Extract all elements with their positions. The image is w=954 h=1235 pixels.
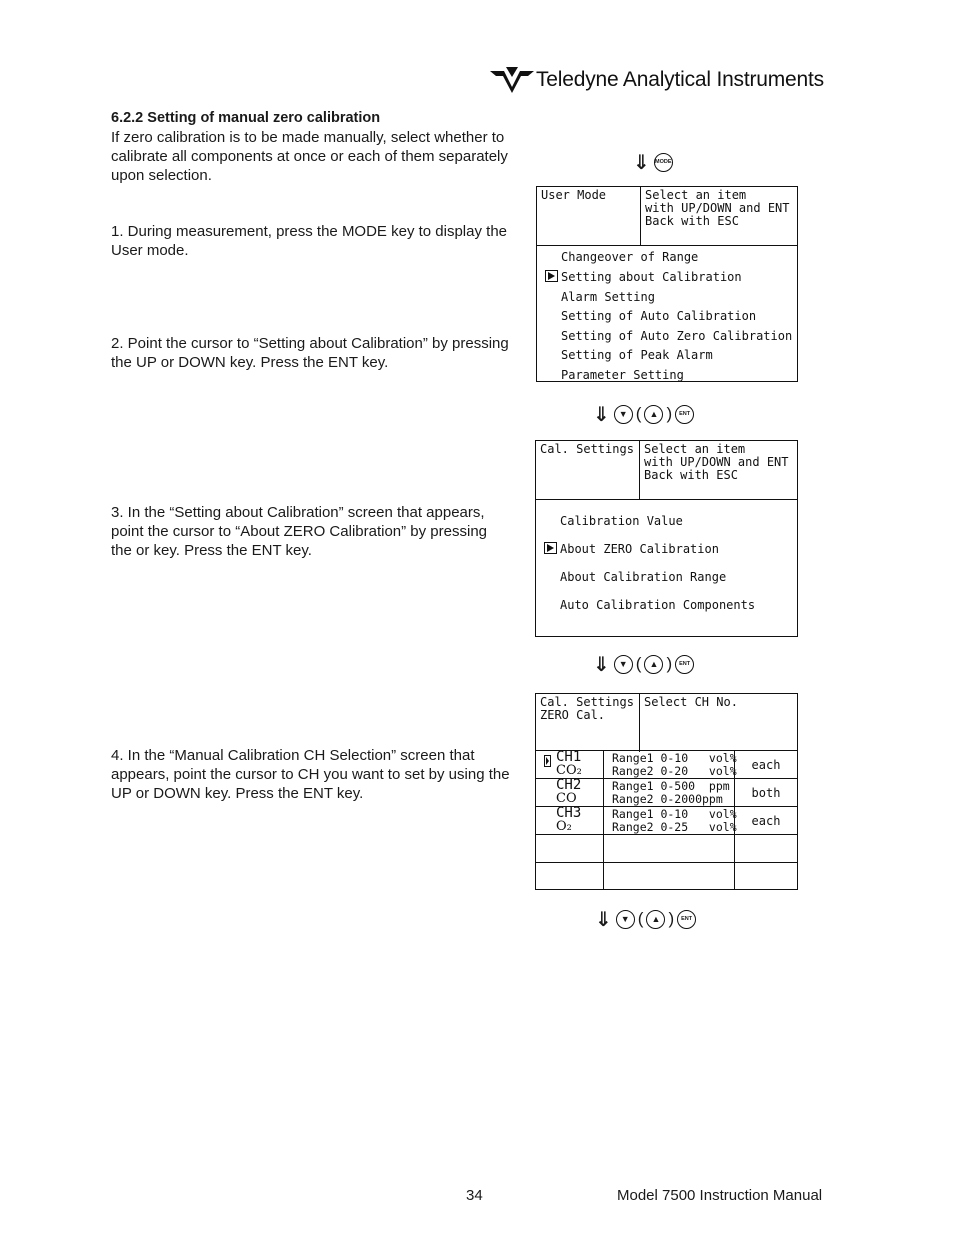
ch-name: CH2 xyxy=(556,777,582,793)
ch-range1: Range1 0-10 vol% xyxy=(612,807,737,821)
down-arrow-icon: ⇓ xyxy=(593,652,610,676)
manual-title: Model 7500 Instruction Manual xyxy=(617,1187,823,1204)
menu-item[interactable]: Setting of Auto Calibration xyxy=(561,309,757,323)
step-2: 2. Point the cursor to “Setting about Calibration” by pressing the UP or DOWN key. Press the ENT key. xyxy=(111,335,509,371)
down-key-icon: ▼ xyxy=(614,405,633,424)
cal-settings-screen xyxy=(535,440,798,637)
ent-key-icon: ENT xyxy=(675,655,694,674)
page-number: 34 xyxy=(466,1187,483,1204)
ch-gas: CO₂ xyxy=(556,763,582,778)
ch-cal-mode: both xyxy=(751,786,781,800)
down-key-icon: ▼ xyxy=(614,655,633,674)
down-arrow-icon: ⇓ xyxy=(633,150,650,174)
key-sequence-down-up-ent: ⇓ ▼ ( ▲ ) ENT xyxy=(593,402,694,426)
user-mode-screen xyxy=(536,186,798,382)
screen-hint: Select an item with UP/DOWN and ENT Back with ESC xyxy=(644,442,789,482)
ch-cal-mode: each xyxy=(751,814,781,828)
brand-name: Teledyne Analytical Instruments xyxy=(536,68,824,91)
ch-row[interactable] xyxy=(536,806,797,835)
ch-range2: Range2 0-20 vol% xyxy=(612,764,737,778)
ch-name: CH1 xyxy=(556,749,582,765)
down-arrow-icon: ⇓ xyxy=(595,907,612,931)
page-header xyxy=(490,66,824,94)
teledyne-logo-icon xyxy=(490,67,534,93)
ch-range2: Range2 0-25 vol% xyxy=(612,820,737,834)
ent-key-icon: ENT xyxy=(677,910,696,929)
step-3: 3. In the “Setting about Calibration” screen that appears, point the cursor to “About ZERO Calibration” by pressing the or key. Press the ENT key. xyxy=(111,504,488,559)
screen-title: User Mode xyxy=(537,187,641,245)
ch-gas: CO xyxy=(556,791,577,806)
intro-paragraph: If zero calibration is to be made manually, select whether to calibrate all components at once or each of them separately upon selection. xyxy=(111,129,508,184)
ent-key-icon: ENT xyxy=(675,405,694,424)
menu-item[interactable]: Parameter Setting xyxy=(561,368,684,382)
menu-item[interactable]: Alarm Setting xyxy=(561,290,655,304)
ch-name: CH3 xyxy=(556,805,582,821)
menu-item[interactable]: Changeover of Range xyxy=(561,250,699,264)
mode-key-icon: MODE xyxy=(654,153,673,172)
section-title: 6.2.2 Setting of manual zero calibration xyxy=(111,110,381,126)
screen-title: Cal. Settings ZERO Cal. xyxy=(536,694,640,752)
ch-selection-screen xyxy=(535,693,798,890)
key-sequence-down-up-ent: ⇓ ▼ ( ▲ ) ENT xyxy=(595,907,696,931)
screen-hint: Select CH No. xyxy=(644,695,738,709)
step-1: 1. During measurement, press the MODE key to display the User mode. xyxy=(111,223,508,259)
down-arrow-icon: ⇓ xyxy=(593,402,610,426)
menu-item-selected[interactable]: About ZERO Calibration xyxy=(560,542,719,556)
ch-row[interactable] xyxy=(536,750,797,779)
cursor-icon xyxy=(544,542,557,554)
menu-item[interactable]: About Calibration Range xyxy=(560,570,727,584)
cursor-icon xyxy=(545,270,558,282)
key-sequence-down-up-ent: ⇓ ▼ ( ▲ ) ENT xyxy=(593,652,694,676)
up-key-icon: ▲ xyxy=(644,405,663,424)
ch-range1: Range1 0-10 vol% xyxy=(612,751,737,765)
menu-item-selected[interactable]: Setting about Calibration xyxy=(561,270,742,284)
ch-cal-mode: each xyxy=(751,758,781,772)
ch-row[interactable] xyxy=(536,778,797,807)
ch-range2: Range2 0-2000ppm xyxy=(612,792,723,806)
menu-item[interactable]: Calibration Value xyxy=(560,514,683,528)
step-4: 4. In the “Manual Calibration CH Selection” screen that appears, point the cursor to CH you want to set by using the UP or DOWN key. Press the ENT key. xyxy=(111,747,510,802)
ch-row-empty xyxy=(536,862,797,889)
cursor-icon xyxy=(544,755,551,767)
ch-row-empty xyxy=(536,834,797,863)
key-sequence-mode xyxy=(633,150,673,174)
menu-item[interactable]: Auto Calibration Components xyxy=(560,598,756,612)
screen-title: Cal. Settings xyxy=(536,441,640,499)
up-key-icon: ▲ xyxy=(646,910,665,929)
screen-hint: Select an item with UP/DOWN and ENT Back with ESC xyxy=(645,188,790,228)
up-key-icon: ▲ xyxy=(644,655,663,674)
ch-gas: O₂ xyxy=(556,819,572,834)
menu-item[interactable]: Setting of Peak Alarm xyxy=(561,348,713,362)
down-key-icon: ▼ xyxy=(616,910,635,929)
ch-range1: Range1 0-500 ppm xyxy=(612,779,730,793)
menu-item[interactable]: Setting of Auto Zero Calibration xyxy=(561,329,793,343)
